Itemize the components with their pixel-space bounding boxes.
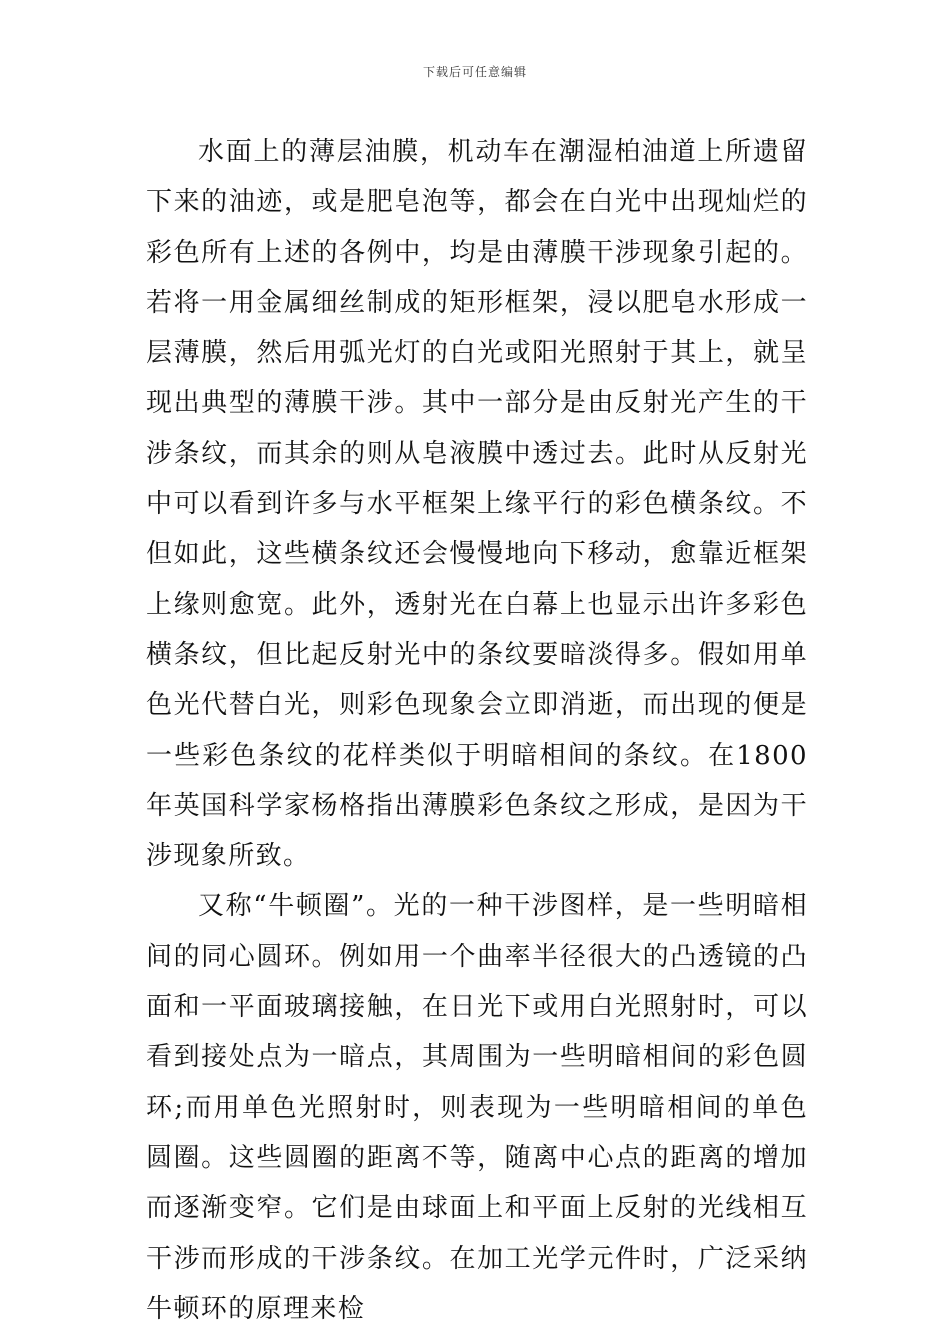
document-body (146, 127, 808, 1334)
page-header: 下载后可任意编辑 (422, 65, 527, 79)
paragraph-thin-film-interference: 水面上的薄层油膜，机动车在潮湿柏油道上所遗留下来的油迹，或是肥皂泡等，都会在白光中出现灿烂的彩色所有上述的各例中，均是由薄膜干涉现象引起的。若将一用金属细丝制成的矩形框架，浸以肥皂水形成一层薄膜，然后用弧光灯的白光或阳光照射于其上，就呈现出典型的薄膜干涉。其中一部分是由反射光产生的干涉条纹，而其余的则从皂液膜中透过去。此时从反射光中可以看到许多与水平框架上缘平行的彩色横条纹。不但如此，这些横条纹还会慢慢地向下移动，愈靠近框架上缘则愈宽。此外，透射光在白幕上也显示出许多彩色横条纹，但比起反射光中的条纹要暗淡得多。假如用单色光代替白光，则彩色现象会立即消逝，而出现的便是一些彩色条纹的花样类似于明暗相间的条纹。在1800年英国科学家杨格指出薄膜彩色条纹之形成，是因为干涉现象所致。 (146, 137, 808, 872)
paragraph-newton-rings: 又称“牛顿圈”。光的一种干涉图样，是一些明暗相间的同心圆环。例如用一个曲率半径很大的凸透镜的凸面和一平面玻璃接触，在日光下或用白光照射时，可以看到接处点为一暗点，其周围为一些明暗相间的彩色圆环;而用单色光照射时，则表现为一些明暗相间的单色圆圈。这些圆圈的距离不等，随离中心点的距离的增加而逐渐变窄。它们是由球面上和平面上反射的光线相互干涉而形成的干涉条纹。在加工光学元件时，广泛采纳牛顿环的原理来检 (146, 891, 808, 1324)
